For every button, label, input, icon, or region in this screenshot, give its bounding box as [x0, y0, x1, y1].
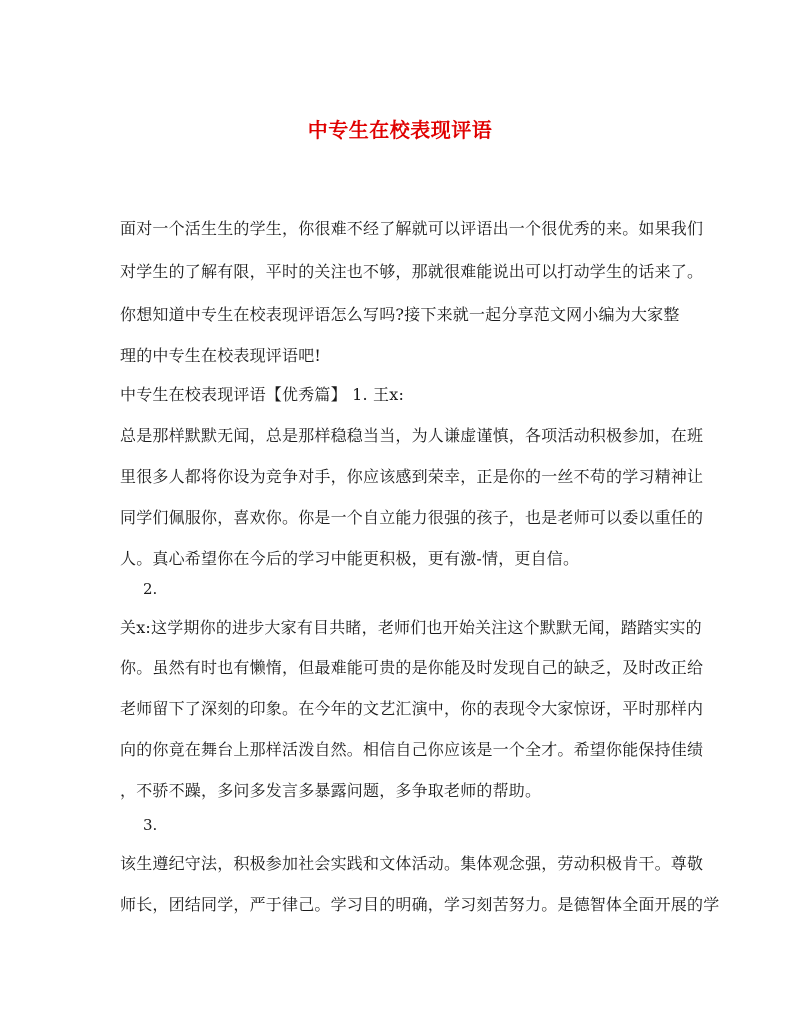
paragraph-line: 老师留下了深刻的印象。在今年的文艺汇演中，你的表现令大家惊讶，平时那样内 — [120, 699, 704, 718]
paragraph-line: 师长，团结同学，严于律己。学习目的明确，学习刻苦努力。是德智体全面开展的学 — [120, 895, 720, 914]
section-heading: 中专生在校表现评语【优秀篇】 1. 王x: — [120, 385, 405, 404]
paragraph-line: 总是那样默默无闻，总是那样稳稳当当，为人谦虚谨慎，各项活动积极参加，在班 — [120, 426, 704, 445]
document-title: 中专生在校表现评语 — [307, 118, 493, 142]
paragraph-line: 该生遵纪守法，积极参加社会实践和文体活动。集体观念强，劳动积极肯干。尊敬 — [120, 854, 704, 873]
paragraph-line: 关x:这学期你的进步大家有目共睹，老师们也开始关注这个默默无闻，踏踏实实的 — [120, 618, 702, 637]
paragraph-line: 理的中专生在校表现评语吧! — [120, 346, 322, 365]
paragraph-line: 面对一个活生生的学生，你很难不经了解就可以评语出一个很优秀的来。如果我们 — [120, 219, 704, 238]
item-number: 2. — [143, 580, 158, 598]
paragraph-line: 对学生的了解有限，平时的关注也不够，那就很难能说出可以打动学生的话来了。 — [120, 262, 704, 281]
paragraph-line: 同学们佩服你，喜欢你。你是一个自立能力很强的孩子，也是老师可以委以重任的 — [120, 508, 704, 527]
paragraph-line: 人。真心希望你在今后的学习中能更积极，更有激-情，更自信。 — [120, 549, 580, 568]
paragraph-line: ，不骄不躁，多问多发言多暴露问题，多争取老师的帮助。 — [120, 781, 542, 800]
item-number: 3. — [143, 816, 158, 834]
paragraph-line: 你想知道中专生在校表现评语怎么写吗?接下来就一起分享范文网小编为大家整 — [120, 305, 680, 324]
paragraph-line: 里很多人都将你设为竞争对手，你应该感到荣幸，正是你的一丝不苟的学习精神让 — [120, 467, 704, 486]
paragraph-line: 你。虽然有时也有懒惰，但最难能可贵的是你能及时发现自己的缺乏，及时改正给 — [120, 658, 704, 677]
paragraph-line: 向的你竟在舞台上那样活泼自然。相信自己你应该是一个全才。希望你能保持佳绩 — [120, 740, 704, 759]
